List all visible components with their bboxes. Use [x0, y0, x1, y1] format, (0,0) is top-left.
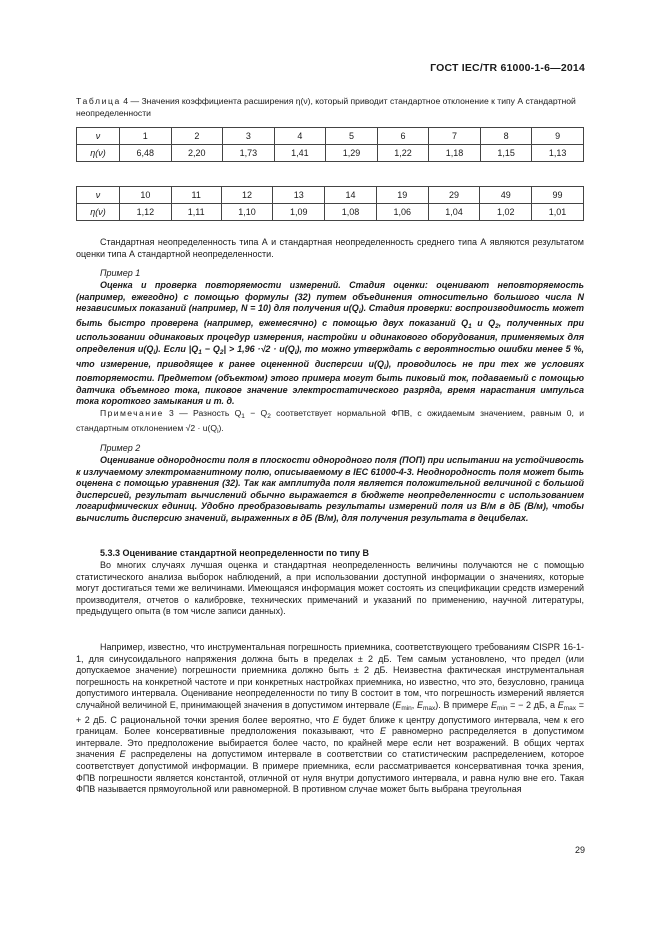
- subscript: i: [153, 348, 156, 356]
- example-1-text: и Q: [471, 317, 496, 328]
- subscript: min: [496, 704, 508, 712]
- document-header: ГОСТ IEC/TR 61000-1-6—2014: [430, 62, 585, 74]
- example-1-body: [76, 280, 584, 408]
- subscript: max: [563, 704, 577, 712]
- row-label-nu: ν: [77, 187, 120, 204]
- note-text: 3 — Разность Q: [169, 408, 242, 418]
- example-1-text: ). Стадия проверки: воспроизводимость может быть быстро проверена (например, ежемесячно) с помощью двух показаний Q: [76, 303, 584, 328]
- table-row: [77, 187, 584, 204]
- table-cell: 1,06: [376, 204, 428, 221]
- note-label: Примечание: [100, 408, 164, 418]
- table-cell: 1: [120, 128, 172, 145]
- subscript: max: [423, 704, 436, 712]
- section-paragraph-2: [76, 642, 584, 796]
- table-cell: 14: [325, 187, 377, 204]
- example-1-heading: Пример 1: [100, 268, 141, 278]
- table-cell: 9: [532, 128, 584, 145]
- section-text: равномерно распределяется в допустимом интервале. Это предположение выбирается более часто, по крайней мере если нет возражений. В общих чертах значения: [76, 726, 584, 760]
- table-cell: 5: [326, 128, 378, 145]
- example-1-text: − Q: [201, 343, 220, 354]
- note-3: [76, 408, 584, 437]
- table-cell: 2,20: [171, 145, 223, 162]
- symbol: E: [379, 726, 386, 737]
- subscript: i: [294, 348, 297, 356]
- subscript: i: [384, 363, 386, 371]
- table-cell: 1,15: [480, 145, 532, 162]
- row-label-nu: ν: [77, 128, 120, 145]
- table-cell: 1,11: [171, 204, 221, 221]
- table-cell: 11: [171, 187, 221, 204]
- table-cell: 13: [273, 187, 325, 204]
- table-cell: 1,13: [532, 145, 584, 162]
- example-2-title: [76, 443, 584, 455]
- example-1-title: [76, 268, 584, 280]
- table-row: [77, 145, 584, 162]
- intro-paragraph: Стандартная неопределенность типа А и стандартная неопределенность среднего типа А являются результатом оценки типа А стандартной неопределенности.: [76, 237, 584, 259]
- table-cell: 6: [377, 128, 429, 145]
- example-1-text: ), проводилось не при тех же условиях повторяемости. Предметом (объектом) этого примера могут быть пиковый ток, подаваемый с помощью датчика объемного тока, пиковое значение электростатического разряда, время нарастания импульса тока короткого замыкания и т. д.: [76, 358, 584, 407]
- table-cell: 3: [223, 128, 275, 145]
- table-caption-text: 4 — Значения коэффициента расширения η(ν), который приводит стандартное отклонение к типу А стандартной неопределенности: [76, 96, 576, 118]
- table-cell: 1,02: [480, 204, 532, 221]
- table-cell: 7: [429, 128, 481, 145]
- subscript: min: [401, 704, 412, 712]
- table-cell: 1,08: [325, 204, 377, 221]
- section-paragraph-1: Во многих случаях лучшая оценка и стандартная неопределенность величины получаются не с помощью статистического анализа выборок наблюдений, а при использовании доступной информации о значениях, которые могут достигаться теми же величинами. Имеющаяся информация может состоять из спецификации средств измерений производителя, отчетов о калибровке, технических примечаний и указаний по применению, научной литературы, предыдущего опыта (в том числе записи данных).: [76, 560, 584, 617]
- row-label-eta: η(ν): [77, 145, 120, 162]
- symbol: E: [416, 699, 423, 710]
- table-cell: 8: [480, 128, 532, 145]
- table-cell: 1,73: [223, 145, 275, 162]
- table-cell: 19: [376, 187, 428, 204]
- table-cell: 99: [532, 187, 584, 204]
- note-text: соответствует нормальной ФПВ, с ожидаемым значением, равным 0, и стандартным отклонением √2 · u(Q: [76, 408, 585, 433]
- table-cell: 29: [428, 187, 480, 204]
- table-cell: 1,12: [120, 204, 172, 221]
- table-row: [77, 128, 584, 145]
- page-number: 29: [574, 845, 585, 855]
- subscript: i: [358, 308, 361, 316]
- table-row: [77, 204, 584, 221]
- section-text: = − 2 дБ, а: [507, 699, 558, 710]
- coefficient-table-1: [76, 127, 584, 162]
- subscript: 2: [267, 413, 271, 420]
- table-cell: 1,22: [377, 145, 429, 162]
- table-caption: [76, 95, 584, 119]
- section-text: распределены на допустимом интервале в соответствии со статистическим распределением, которое соответствует допустимой информации. В примере приемника, если рассматривается консервативная точка зрения, ФПВ погрешности является константой, отличной от нуля внутри допустимого интервала, и равна нулю вне его. Такая ФПВ называется прямоугольной или равномерной. В противном случае может быть выбрана треугольная: [76, 749, 584, 795]
- table-cell: 1,41: [274, 145, 326, 162]
- table-cell: 1,01: [532, 204, 584, 221]
- section-text: будет ближе к центру допустимого интервала, чем к его границам. Более консервативные предположения показывают, что: [76, 714, 584, 737]
- subscript: 2: [219, 348, 224, 356]
- note-text: − Q: [244, 408, 268, 418]
- subscript: i: [217, 427, 219, 435]
- symbol: E: [395, 699, 402, 710]
- table-cell: 49: [480, 187, 532, 204]
- table-cell: 2: [171, 128, 223, 145]
- example-1-text: ). Если |Q: [155, 343, 199, 354]
- table-cell: 1,29: [326, 145, 378, 162]
- table-cell: 1,18: [429, 145, 481, 162]
- table-cell: 1,04: [428, 204, 480, 221]
- subscript: 1: [468, 322, 472, 330]
- example-1-text: | > 1,96 ·√2 · u(Q: [223, 343, 295, 354]
- separator: ,: [411, 699, 417, 710]
- coefficient-table-2: [76, 186, 584, 221]
- table-cell: 6,48: [120, 145, 172, 162]
- section-text: ). В примере: [435, 699, 491, 710]
- table-caption-label: Таблица: [76, 96, 121, 106]
- symbol: E: [332, 714, 339, 725]
- symbol: E: [119, 749, 126, 760]
- symbol: E: [490, 699, 497, 710]
- table-cell: 10: [120, 187, 172, 204]
- row-label-eta: η(ν): [77, 204, 120, 221]
- table-cell: 1,10: [221, 204, 273, 221]
- example-1-text: , полученных при использовании одинаковых процедур измерения, настройки и одинакового оборудования, применяемых для определения u(Q: [76, 317, 584, 354]
- example-1-text: Оценка и проверка повторяемости измерений. Стадия оценки: оценивают неповторяемость (например, ежегодно) с помощью формулы (32) путем объединения относительно большого числа N независимых показаний (например, N = 10) для получения u(Q: [76, 280, 584, 314]
- table-cell: 1,09: [273, 204, 325, 221]
- example-2-heading: Пример 2: [100, 443, 141, 453]
- subscript: 1: [241, 413, 245, 420]
- example-1-text: ), то можно утверждать с вероятностью ошибки менее 5 %, что измерение, приводящее к ранее оцененной дисперсии u(Q: [76, 343, 585, 369]
- subscript: 2: [495, 322, 499, 330]
- section-heading: 5.3.3 Оценивание стандартной неопределенности по типу В: [100, 548, 369, 558]
- symbol: E: [557, 699, 564, 710]
- table-cell: 4: [274, 128, 326, 145]
- subscript: 1: [198, 348, 202, 356]
- table-cell: 12: [221, 187, 273, 204]
- example-2-body: Оценивание однородности поля в плоскости однородного поля (ПОП) при испытании на устойчивость к излучаемому электромагнитному полю, описываемому в IEC 61000-4-3. Неоднородность поля может быть оценена с помощью уравнения (32). Так как амплитуда поля является положительной величиной с большой дисперсией, результат вычислений обычно выражается в бюджете неопределенности с использованием логарифмических единиц. Удобно преобразовывать результаты измерений поля из В/м в дБ (В/м), чтобы вычислить дисперсию значений, выраженных в дБ (В/м), для получения результата в децибелах.: [76, 455, 584, 523]
- note-text: ).: [218, 422, 224, 433]
- section-text: = + 2 дБ. С рациональной точки зрения более вероятно, что: [76, 699, 584, 725]
- section-text: Например, известно, что инструментальная погрешность приемника, соответствующего требованиям CISPR 16-1-1, для синусоидального напряжения должна быть в пределах ± 2 дБ. Тем самым установлено, что предел (или допускаемое значение) погрешности приемника должно быть ± 2 дБ. Неизвестна фактическая инструментальная погрешность на конкретной частоте и при конкретных настройках приемника, но известно, что это, безусловно, граница допустимого интервала. Оценивание неопределенности по типу В состоит в том, что погрешность измерений является случайной величиной Е, принимающей значения в допустимом интервале (: [76, 642, 584, 710]
